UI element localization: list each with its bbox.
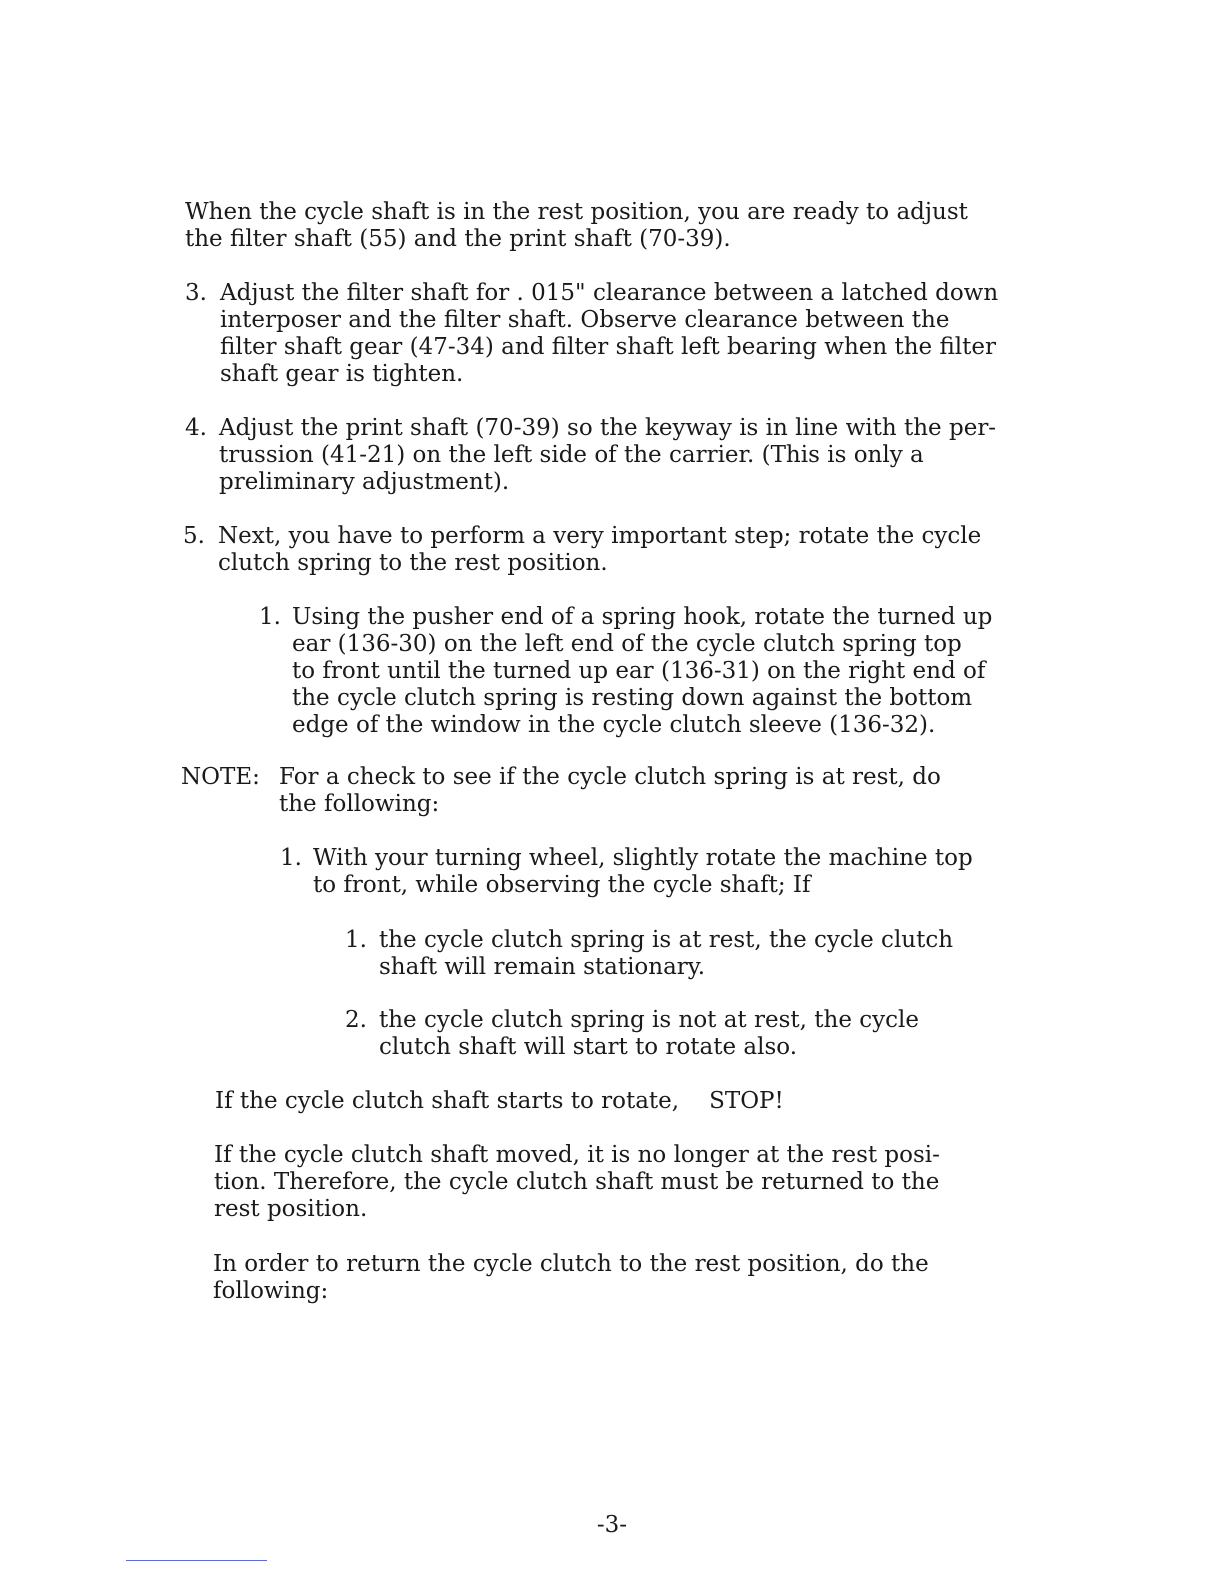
note-subitem-1-line-2: shaft will remain stationary.	[379, 954, 706, 980]
note-line-1: For a check to see if the cycle clutch spring is at rest, do	[279, 764, 941, 790]
moved-line-3: rest position.	[214, 1196, 368, 1222]
substep-line-5: edge of the window in the cycle clutch sleeve (136-32).	[292, 712, 936, 738]
substep-1	[259, 604, 992, 739]
step-3	[185, 280, 998, 388]
note-item-text	[313, 845, 973, 899]
step-4	[185, 415, 996, 496]
step-5-line-1: Next, you have to perform a very important step; rotate the cycle	[218, 523, 982, 549]
moved-line-1: If the cycle clutch shaft moved, it is no longer at the rest posi-	[214, 1142, 940, 1168]
moved-line-2: tion. Therefore, the cycle clutch shaft must be returned to the	[214, 1169, 940, 1195]
step-number: 5.	[183, 523, 205, 549]
substep-line-2: ear (136-30) on the left end of the cycle clutch spring top	[292, 631, 962, 657]
note-label: NOTE:	[181, 764, 260, 790]
note-block	[181, 764, 941, 818]
note-item-line-1: With your turning wheel, slightly rotate the machine top	[313, 845, 973, 871]
step-number: 3.	[185, 280, 207, 306]
step-text	[220, 280, 998, 388]
stop-line-text: If the cycle clutch shaft starts to rotate,	[215, 1088, 680, 1114]
substep-number: 1.	[259, 604, 281, 630]
step-4-line-1: Adjust the print shaft (70-39) so the keyway is in line with the per-	[219, 415, 997, 441]
step-number: 4.	[185, 415, 207, 441]
moved-paragraph	[214, 1142, 940, 1223]
step-4-line-2: trussion (41-21) on the left side of the carrier. (This is only a	[219, 442, 924, 468]
note-subitem-2-line-1: the cycle clutch spring is not at rest, the cycle	[379, 1007, 919, 1033]
intro-line-1: When the cycle shaft is in the rest position, you are ready to adjust	[185, 199, 968, 225]
note-subitem-text	[379, 1007, 919, 1061]
step-4-line-3: preliminary adjustment).	[219, 469, 510, 495]
step-3-line-4: shaft gear is tighten.	[220, 361, 464, 387]
note-item-1	[280, 845, 973, 899]
return-paragraph	[213, 1251, 929, 1305]
substep-line-4: the cycle clutch spring is resting down against the bottom	[292, 685, 973, 711]
note-subitem-1-line-1: the cycle clutch spring is at rest, the cycle clutch	[379, 927, 954, 953]
step-5	[183, 523, 981, 577]
stop-line	[215, 1088, 784, 1115]
step-text	[219, 415, 996, 496]
return-line-1: In order to return the cycle clutch to the rest position, do the	[213, 1251, 929, 1277]
note-subitem-2	[345, 1007, 919, 1061]
step-text	[218, 523, 981, 577]
substep-text	[292, 604, 992, 739]
page-number: -3-	[596, 1512, 628, 1538]
note-subitem-text	[379, 927, 953, 981]
stop-emphasis: STOP!	[709, 1088, 784, 1114]
intro-paragraph	[185, 199, 968, 253]
note-subitem-1	[345, 927, 953, 981]
substep-line-3: to front until the turned up ear (136-31) on the right end of	[292, 658, 986, 684]
intro-line-2: the filter shaft (55) and the print shaft (70-39).	[185, 226, 731, 252]
footnote-rule	[126, 1560, 267, 1561]
substep-line-1: Using the pusher end of a spring hook, rotate the turned up	[292, 604, 993, 630]
note-subitem-number: 1.	[345, 927, 367, 953]
step-3-line-1: Adjust the filter shaft for . 015" clearance between a latched down	[220, 280, 999, 306]
note-item-line-2: to front, while observing the cycle shaft; If	[313, 872, 811, 898]
note-line-2: the following:	[279, 791, 440, 817]
note-item-number: 1.	[280, 845, 302, 871]
note-text	[279, 764, 941, 818]
note-subitem-2-line-2: clutch shaft will start to rotate also.	[379, 1034, 798, 1060]
step-3-line-2: interposer and the filter shaft. Observe clearance between the	[220, 307, 950, 333]
step-5-line-2: clutch spring to the rest position.	[218, 550, 608, 576]
note-subitem-number: 2.	[345, 1007, 367, 1033]
return-line-2: following:	[213, 1278, 329, 1304]
step-3-line-3: filter shaft gear (47-34) and filter shaft left bearing when the filter	[220, 334, 997, 360]
